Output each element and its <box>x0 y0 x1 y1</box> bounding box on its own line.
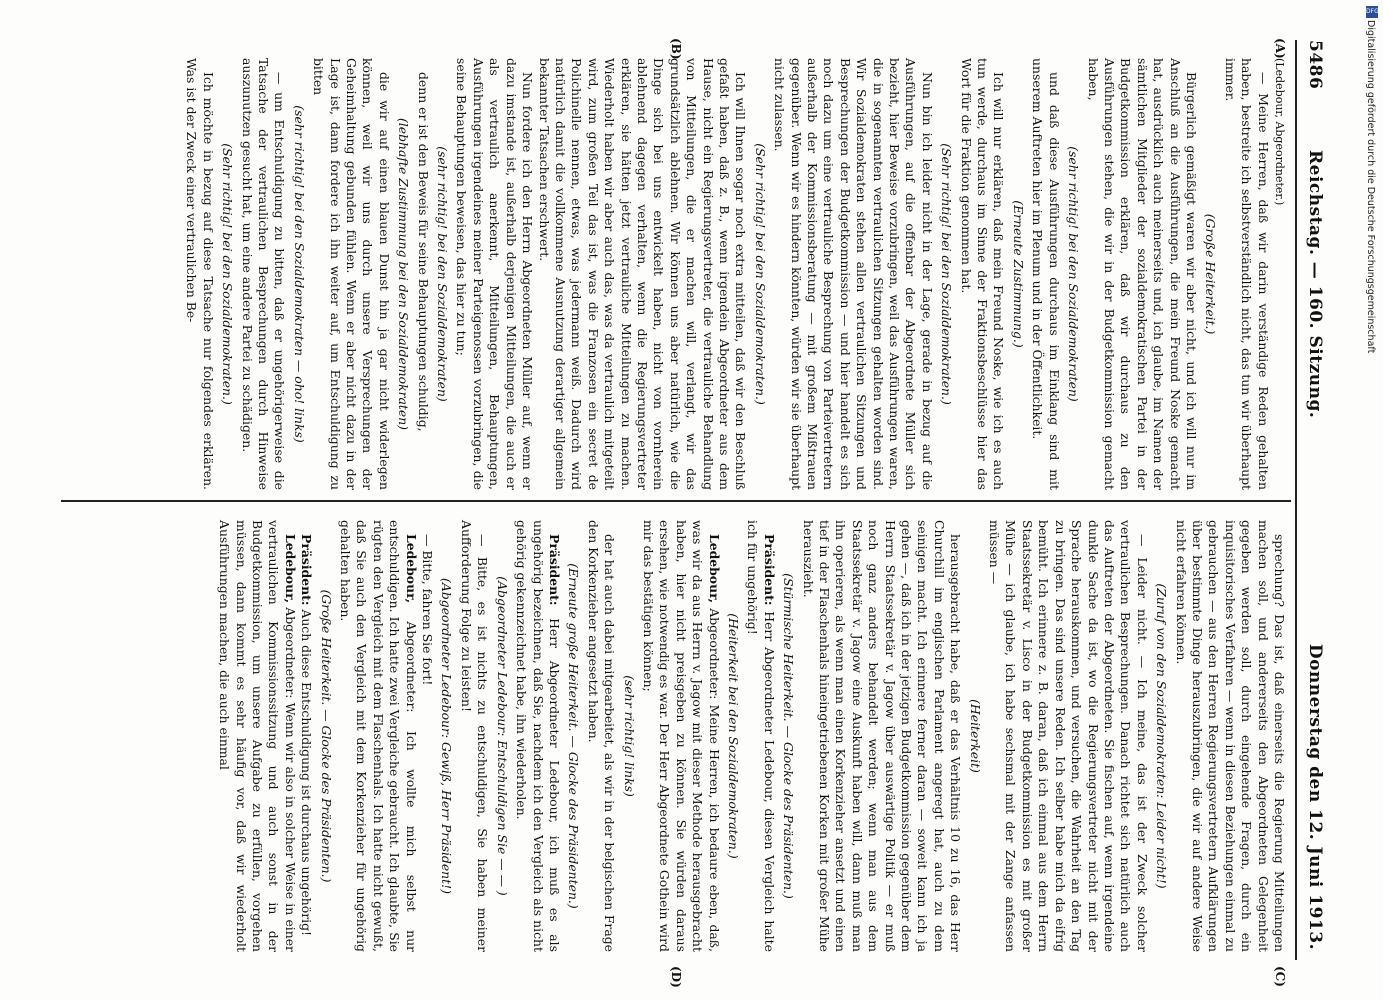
speech-paragraph <box>640 520 722 952</box>
speech-text: Auch diese Entschuldigung ist durchaus ungehörig! <box>299 609 315 937</box>
speech-paragraph: — Bitte, es ist nichts zu entschuldigen, Sie haben meiner Aufforderung Folge zu leisten! <box>458 520 491 952</box>
stage-note: (Heiterkeit) <box>967 699 983 773</box>
speech-text: Herr Abgeordneter Ledebour, ich muß es als ungehörig bezeichnen, daß Sie, nachdem ich den Vergleich als nicht gehörig gekennzeichnet habe, ihn wiederholen. <box>514 520 562 952</box>
speaker-name: Präsident: <box>761 534 777 606</box>
speech-paragraph: herausgebracht habe, daß er das Verhältnis 10 zu 16, das Herr Churchill im englischen Parlament angeregt hat, auch zu dem seinigen macht. Ich erinnere ferner daran — soweit kann ich ja gehen —, daß ich in der jetzigen Budgetkommission gegenüber dem Herrn Staatssekretär v. Jagow über auswärtige Politik — er muß noch ganz anders behandelt werden; wenn man aus dem Staatssekretär v. Jagow eine Auskunft haben will, dann muß man ihn operieren, als wenn man einen Korkenzieher ansetzt und einen tief in der Flaschenhals hineingetriebenen Korken mit großer Mühe herauszieht. <box>800 520 964 952</box>
speech-text: Abgeordneter: Ich wollte mich selbst nur entschuldigen. Ich hatte zwei Vergleiche gebraucht. Ich glaubte, Sie rügten den Vergleich mit dem Flaschenhals. Ich hatte nicht gewußt, daß Sie auch den Vergleich mit dem Korkenzieher für ungehörig gehalten haben. <box>338 520 419 952</box>
speech-paragraph: sprechung? Das ist, daß einerseits die Regierung Mitteilungen machen soll, und andererseits den Abgeordneten Gelegenheit gegeben werden soll, durch eingehende Fragen, durch ein inquisitorisches Verfahren — wenn in diesen Beziehungen einmal zu gebrauchen — aus den Herren Regierungsvertretern Aufklärungen über bestimmte Dinge herauszubringen, die wir auf andere Weise nicht erfahren können. <box>1173 520 1287 952</box>
speech-text: Abgeordneter: Meine Herren, ich bedaure eben, daß, was wir da aus Herrn v. Jagow mit dieser Methode herausgebracht haben, hier nicht preisgeben zu können. Sie würden daraus ersehen, wie notwendig es war. Der Herr Abgeordnete Gothein wird mir das bestätigen können; <box>640 520 722 952</box>
stage-note: (sehr richtig! links) <box>621 675 637 797</box>
speaker-name: Ledebour, <box>706 534 722 604</box>
speech-paragraph <box>513 520 562 952</box>
speech-paragraph <box>744 520 777 952</box>
speech-paragraph <box>337 520 419 952</box>
speaker-name: Präsident: <box>299 534 315 606</box>
stage-note: (Große Heiterkeit.) <box>1203 213 1219 335</box>
speech-paragraph: — Bitte, fahren Sie fort! <box>420 534 436 686</box>
speech-paragraph: der hat auch dabei mitgearbeitet, als wir in der belgischen Frage den Korkenzieher angesetzt haben. <box>585 520 618 952</box>
speech-paragraph: — Meine Herren, daß wir darin verständige Reden gehalten haben, bestreite ich selbstverständlich nicht, das tun wir überhaupt immer. <box>1222 58 1271 490</box>
header-rule <box>1295 40 1297 960</box>
speech-paragraph: die wir auf einen blauen Dunst hin ja gar nicht widerlegen können, weil wir uns durch unsere Versprechungen der Geheimhaltung gebunden fühlen. Wenn er aber nicht dazu in der Lage ist, dann fordere ich ihn weiter auf, um Entschuldigung zu bitten <box>311 58 392 490</box>
running-header <box>1299 40 1329 960</box>
margin-mark-c: (C) <box>1273 966 1287 987</box>
speech-paragraph <box>216 520 298 952</box>
stage-note: (sehr richtig! bei den Sozialdemokraten) <box>435 146 451 402</box>
stage-note: (Abgeordneter Ledebour: Entschuldigen Sie — — ) <box>494 576 510 896</box>
stage-note: (sehr richtig! bei den Sozialdemokraten — oho! links) <box>291 105 307 443</box>
margin-mark-b: (B) <box>669 38 683 60</box>
dfg-logo-icon: DFG <box>1366 6 1378 18</box>
margin-mark-a: (A) <box>1273 38 1287 59</box>
digitization-credit: Digitalisierung gefördert durch die Deutsche Forschungsgemeinschaft <box>1365 20 1376 354</box>
stage-note: (Sehr richtig! bei den Sozialdemokraten.) <box>752 143 768 405</box>
stage-note: (Sehr richtig! bei den Sozialdemokraten.) <box>939 143 955 405</box>
stage-note: (Abgeordneter Ledebour: Gewiß, Herr Präsident!) <box>439 578 455 894</box>
speaker-name: Ledebour, <box>282 534 298 604</box>
stage-note: (Erneute große Heiterkeit. — Glocke des Präsidenten.) <box>566 563 582 909</box>
stage-note: (Sehr richtig! bei den Sozialdemokraten.) <box>220 143 236 405</box>
speech-paragraph: — um Entschuldigung zu bitten, daß er ungehörigerweise die Tatsache der vertraulichen Besprechungen durch Hinweise auszunutzen gesucht hat, um eine andere Partei zu schädigen. <box>239 58 288 490</box>
speech-paragraph: Nun fordere ich den Herrn Abgeordneten Müller auf, wenn er dazu imstande ist, außerhalb derjenigen Mitteilungen, die auch er als vertraulich anerkennt, Mitteilungen, Behauptungen, Ausführungen irgendeines meiner Parteigenossen vorzubringen, die seine Behauptungen beweisen, das hier zu tun; <box>454 58 536 490</box>
session-title: Reichstag. — 160. Sitzung. <box>1305 150 1325 419</box>
speech-paragraph: Nun bin ich leider nicht in der Lage, gerade in bezug auf die Ausführungen, auf die offenbar der Abgeordnete Müller sich bezieht, hier Beweise vorzubringen, weil das Ausführungen waren, die in sogenannten vertraulichen Sitzungen gehalten worden sind. Wir Sozialdemokraten stehen allen vertraulichen Sitzungen und Besprechungen der Budgetkommission — und hier handelt es sich noch dazu um eine vertrauliche Besprechung von Parteivertretern außerhalb der Kommissionsberatung — mit großem Mißtrauen gegenüber. Wenn wir es hindern könnten, würden wir sie überhaupt nicht zulassen. <box>772 58 935 490</box>
stage-note: (Große Heiterkeit. — Glocke des Präsidenten.) <box>318 589 334 883</box>
stage-note: (Heiterkeit bei den Sozialdemokraten.) <box>726 613 741 859</box>
page-number: 5486 <box>1305 40 1325 90</box>
speaker-name: Ledebour, <box>403 534 419 604</box>
stage-note: (Erneute Zustimmung.) <box>1010 200 1026 348</box>
margin-mark-d: (D) <box>669 966 683 988</box>
speech-paragraph: Ich will nur erklären, daß mein Freund Noske, wie ich es auch tun werde, durchaus im Sinne der Fraktionsbeschlüsse hier das Wort für die Fraktion genommen hat. <box>958 58 1007 490</box>
stage-note: (sehr richtig! bei den Sozialdemokraten) <box>1066 146 1082 402</box>
column-divider <box>61 500 1291 502</box>
session-date: Donnerstag den 12. Juni 1913. <box>1305 643 1325 950</box>
left-text-column <box>183 58 1287 490</box>
speech-paragraph: — Leider nicht. — Ich meine, das ist der Zweck solcher vertraulichen Besprechungen. Danach richtet sich natürlich auch das Auftreten der Abgeordneten. Sie fischen auf, wenn irgendeine dunkle Sache da ist, wo die Regierungsvertreter nicht mit der Sprache herauskommen, und versuchen, die Wahrheit an den Tag zu bringen. Das sind unsere Reden. Ich selber habe mich da eifrig bemüht. Ich erinnere z. B. daran, daß ich einmal aus dem Herrn Staatssekretär v. Lisco in der Budgetkommission es mit großer Mühe — ich glaube, ich habe sechsmal mit der Zange anfassen müssen — <box>987 520 1150 952</box>
speech-paragraph <box>298 520 314 952</box>
speech-paragraph: und daß diese Ausführungen durchaus im Einklang sind mit unserem Auftreten hier im Plenum und in der Öffentlichkeit. <box>1030 58 1062 490</box>
stage-note: (Zuruf von den Sozialdemokraten: Leider nicht!) <box>1154 583 1170 889</box>
speech-paragraph: Ich möchte in bezug auf diese Tatsache nur folgendes erklären. Was ist der Zweck einer vertraulichen Be- <box>184 58 216 490</box>
right-text-column <box>216 520 1287 952</box>
speaker-continuation: (Ledebour, Abgeordneter.) <box>1273 58 1286 206</box>
speech-paragraph: Ich will Ihnen sogar noch extra mitteilen, daß wir den Beschluß gefaßt haben, daß z. B., wenn irgendein Abgeordneter aus dem Hause, nicht ein Regierungsvertreter, die vertrauliche Behandlung von Mitteilungen, die er machen will, verlangt, wir das grundsätzlich ablehnen. Wir können uns aber natürlich, wie die Dinge sich bei uns entwickelt haben, nicht von vornherein ablehnend dagegen verhalten, wenn die Regierungsvertreter erklären, sie hätten jetzt vertrauliche Mitteilungen zu machen. Wiederholt haben wir aber auch das, was da vertraulich mitgeteilt wird, zum großen Teil das ist, was die Franzosen ein secret de Polichinelle nennen, etwas, was jedermann weiß. Dadurch wird natürlich damit die vollkommene Ausnutzung derartiger allgemein bekannter Tatsachen erschwert. <box>536 58 749 490</box>
speech-paragraph: Bürgerlich gemäßigt waren wir aber nicht, und ich will nur im Anschluß an die Ausführungen, die mein Freund Noske gemacht hat, ausdrücklich auch meinerseits und, ich glaube, im Namen der sämtlichen Mitglieder der sozialdemokratischen Partei in der Budgetkommission erklären, daß wir durchaus zu den Ausführungen stehen, die wir in der Budgetkommission gemacht haben, <box>1085 58 1199 490</box>
speech-paragraph: denn er ist den Beweis für seine Behauptungen schuldig, <box>415 72 431 432</box>
speech-text: Abgeordneter: Wenn wir also in solcher Weise in einer vertraulichen Kommissionssitzung und auch sonst in der Budgetkommission, um unsere Aufgabe zu erfüllen, vorgehen müssen, dann kommt es sehr häufig vor, daß wir wiederholt Ausführungen machen, die auch einmal <box>217 520 298 952</box>
stage-note: (Stürmische Heiterkeit. — Glocke des Präsidenten.) <box>781 573 797 899</box>
speech-text: Herr Abgeordneter Ledebour, diesen Vergleich halte ich für ungehörig! <box>745 520 777 952</box>
stage-note: (lebhafte Zustimmung bei den Sozialdemokraten) <box>396 117 412 431</box>
speaker-name: Präsident: <box>546 534 562 606</box>
